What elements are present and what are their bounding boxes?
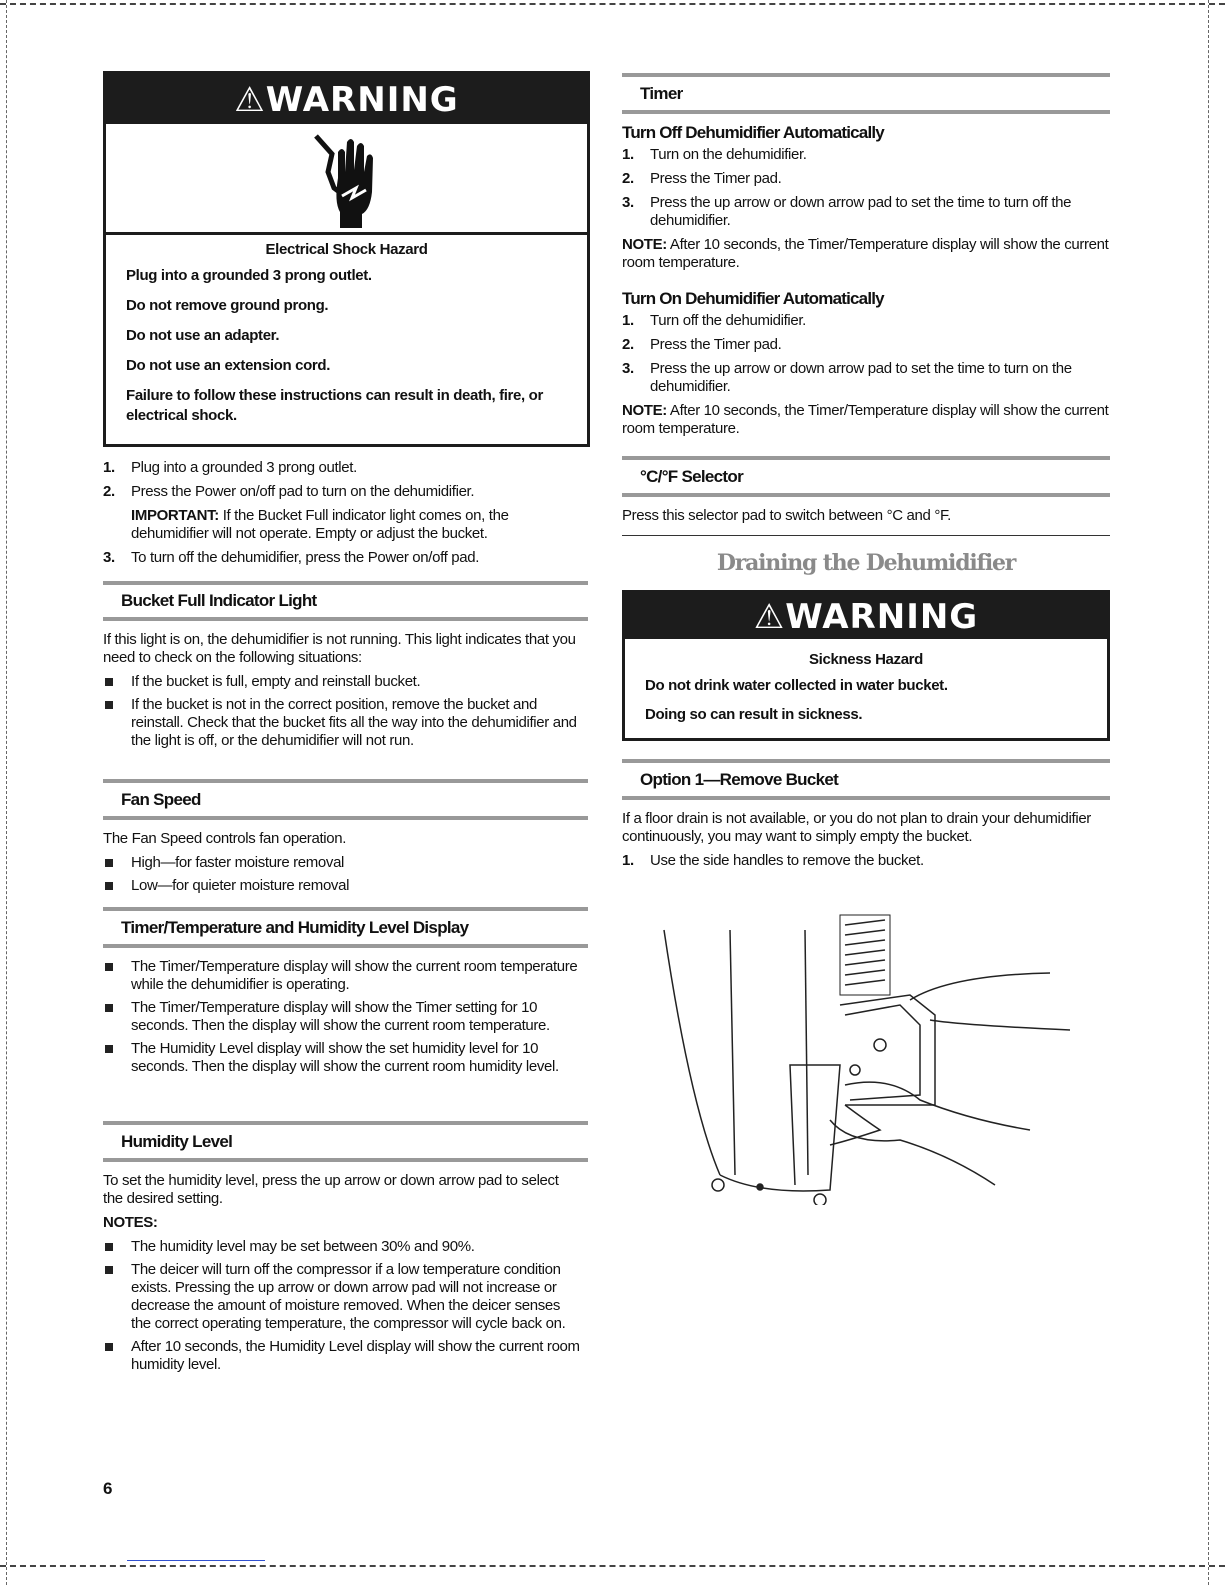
page-border-left — [6, 0, 7, 1585]
bullet-item: The Timer/Temperature display will show the Timer setting for 10 seconds. Then the display will show the current room temperature. — [103, 999, 588, 1035]
section-header-timer: Timer — [622, 73, 1110, 114]
step-text: Press the Timer pad. — [650, 170, 782, 187]
hazard-title: Sickness Hazard — [809, 651, 923, 668]
warning-line: Do not use an extension cord. — [126, 357, 331, 374]
subheading-turn-off: Turn Off Dehumidifier Automatically — [622, 123, 884, 142]
link-underline — [127, 1560, 265, 1561]
warning-line: Plug into a grounded 3 prong outlet. — [126, 267, 372, 284]
bullet-item: If the bucket is not in the correct position, remove the bucket and reinstall. Check that the bucket fits all the way into the dehumidifier and the light is off, or the dehumidifier will not run. — [103, 696, 588, 750]
paragraph: To set the humidity level, press the up arrow or down arrow pad to select the desired setting. — [103, 1172, 559, 1207]
subheading-turn-on: Turn On Dehumidifier Automatically — [622, 289, 884, 308]
step-text: Plug into a grounded 3 prong outlet. — [131, 459, 357, 476]
step-text: Use the side handles to remove the bucket. — [650, 852, 924, 869]
page-border-top — [0, 3, 1225, 5]
shock-hazard-icon — [106, 124, 587, 235]
step-number: 1. — [622, 312, 634, 329]
bucket-section — [103, 631, 588, 755]
step-number: 1. — [622, 146, 634, 163]
step-number: 1. — [103, 459, 115, 476]
step-text: Press the up arrow or down arrow pad to set the time to turn off the dehumidifier. — [650, 194, 1072, 229]
bullet-item: If the bucket is full, empty and reinstall bucket. — [103, 673, 588, 691]
warning-line: Do not use an adapter. — [126, 327, 280, 344]
option1-section — [622, 810, 1100, 876]
selector-text: Press this selector pad to switch between °C and °F. — [622, 507, 951, 524]
step-number: 3. — [622, 360, 634, 377]
page-number: 6 — [103, 1479, 113, 1498]
important-label: IMPORTANT: — [131, 507, 219, 524]
humidity-section — [103, 1172, 581, 1379]
list-item — [622, 312, 1110, 330]
warning-line: Do not remove ground prong. — [126, 297, 329, 314]
warning-line: Do not drink water collected in water bucket. — [645, 677, 948, 694]
bucket-removal-illustration — [650, 905, 1080, 1205]
list-item — [103, 483, 588, 543]
fan-section — [103, 830, 588, 900]
section-header-fan-speed: Fan Speed — [103, 779, 588, 820]
warning-title: WARNING — [265, 80, 459, 120]
step-text: Press the Power on/off pad to turn on the dehumidifier. — [131, 483, 475, 500]
warning-line: Doing so can result in sickness. — [645, 706, 863, 723]
step-number: 2. — [622, 170, 634, 187]
list-item — [103, 459, 588, 477]
note-text: After 10 seconds, the Timer/Temperature display will show the current room temperature. — [622, 402, 1109, 437]
list-item — [622, 194, 1110, 230]
note-text: After 10 seconds, the Timer/Temperature display will show the current room temperature. — [622, 236, 1109, 271]
section-header-option1: Option 1—Remove Bucket — [622, 759, 1110, 800]
hazard-title: Electrical Shock Hazard — [265, 241, 428, 258]
step-text: Turn off the dehumidifier. — [650, 312, 806, 329]
step-number: 1. — [622, 852, 634, 869]
paragraph: The Fan Speed controls fan operation. — [103, 830, 347, 847]
page-border-right — [1208, 0, 1209, 1585]
sickness-warning-box — [622, 590, 1110, 741]
list-item — [622, 146, 1110, 164]
warning-header — [625, 593, 1107, 639]
section-header-humidity: Humidity Level — [103, 1121, 588, 1162]
warning-triangle-icon: ⚠ — [234, 80, 266, 120]
list-item — [103, 549, 588, 567]
list-item — [622, 360, 1110, 396]
bullet-item: High—for faster moisture removal — [103, 854, 588, 872]
section-header-bucket-full: Bucket Full Indicator Light — [103, 581, 588, 621]
notes-label: NOTES: — [103, 1214, 158, 1231]
list-item — [622, 852, 1100, 870]
note-label: NOTE: — [622, 402, 667, 419]
warning-header — [106, 74, 587, 124]
step-text: To turn off the dehumidifier, press the Power on/off pad. — [131, 549, 480, 566]
step-text: Turn on the dehumidifier. — [650, 146, 807, 163]
section-header-selector: °C/°F Selector — [622, 456, 1110, 497]
bullet-item: The Timer/Temperature display will show the current room temperature while the dehumidifier is operating. — [103, 958, 588, 994]
list-item — [622, 336, 1110, 354]
step-number: 2. — [103, 483, 115, 500]
step-text: Press the Timer pad. — [650, 336, 782, 353]
electrical-warning-box — [103, 71, 590, 447]
operation-steps — [103, 459, 588, 573]
divider — [622, 535, 1110, 536]
note-label: NOTE: — [622, 236, 667, 253]
list-item — [622, 170, 1110, 188]
bullet-item: The deicer will turn off the compressor if a low temperature condition exists. Pressing the up arrow or down arrow pad will not increase or decrease the amount of moisture removed. When the deicer senses the correct operating temperature, the compressor will cycle back on. — [103, 1261, 581, 1333]
warning-line: Failure to follow these instructions can result in death, fire, or electrical shock. — [126, 387, 543, 424]
section-header-display: Timer/Temperature and Humidity Level Display — [103, 907, 588, 948]
page-border-bottom — [0, 1565, 1225, 1567]
paragraph: If this light is on, the dehumidifier is not running. This light indicates that you need to check on the following situations: — [103, 631, 576, 666]
step-text: Press the up arrow or down arrow pad to set the time to turn on the dehumidifier. — [650, 360, 1072, 395]
bullet-item: Low—for quieter moisture removal — [103, 877, 588, 895]
display-section — [103, 958, 588, 1081]
step-number: 2. — [622, 336, 634, 353]
timer-section — [622, 124, 1110, 438]
draining-heading: Draining the Dehumidifier — [716, 550, 1016, 576]
bullet-item: The Humidity Level display will show the set humidity level for 10 seconds. Then the display will show the current room humidity level. — [103, 1040, 588, 1076]
bullet-item: The humidity level may be set between 30% and 90%. — [103, 1238, 581, 1256]
bullet-item: After 10 seconds, the Humidity Level display will show the current room humidity level. — [103, 1338, 581, 1374]
step-number: 3. — [622, 194, 634, 211]
warning-title: WARNING — [785, 597, 979, 637]
paragraph: If a floor drain is not available, or you do not plan to drain your dehumidifier continuously, you may want to simply empty the bucket. — [622, 810, 1091, 845]
warning-triangle-icon: ⚠ — [753, 597, 786, 637]
step-number: 3. — [103, 549, 115, 566]
important-text: If the Bucket Full indicator light comes on, the dehumidifier will not operate. Empty or adjust the bucket. — [131, 507, 509, 542]
